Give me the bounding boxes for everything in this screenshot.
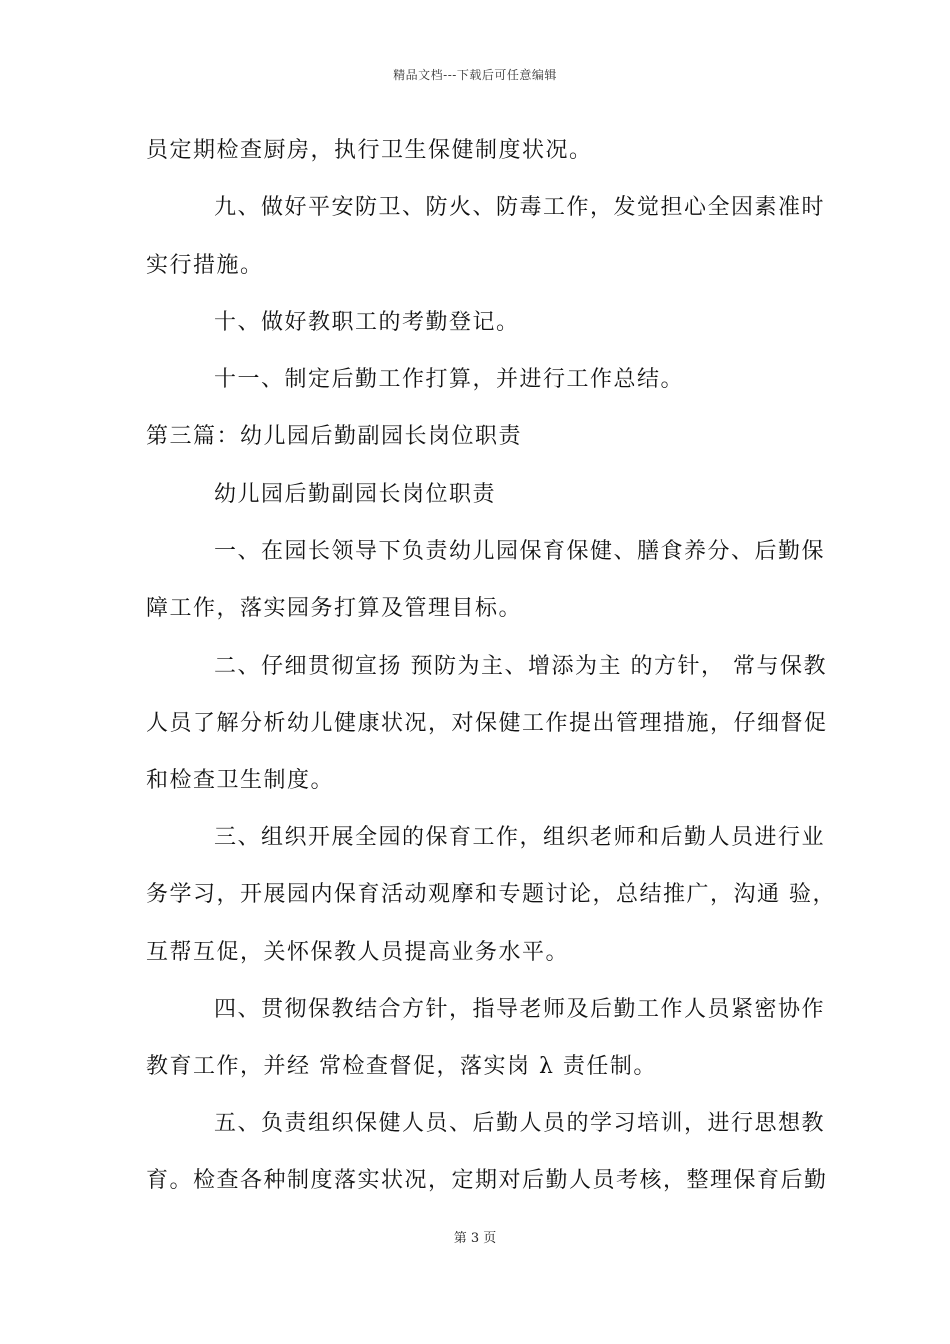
body-line: 实行措施。 [146, 253, 264, 278]
body-line: 一、在园长领导下负责幼儿园保育保健、膳食养分、后勤保 [214, 539, 826, 564]
body-line: 五、负责组织保健人员、后勤人员的学习培训，进行思想教 [214, 1111, 826, 1136]
body-line: 和检查卫生制度。 [146, 768, 335, 793]
body-line: 二、仔细贯彻宣扬 预防为主、增添为主 的方针， 常与保教 [214, 654, 827, 679]
page-number: 第 3 页 [453, 1231, 497, 1246]
page-header: 精品文档---下载后可任意编辑 [393, 68, 557, 82]
body-line: 四、贯彻保教结合方针，指导老师及后勤工作人员紧密协作 [214, 997, 826, 1022]
body-line: 三、组织开展全园的保育工作，组织老师和后勤人员进行业 [214, 825, 826, 850]
body-line: 教育工作，并经 常检查督促，落实岗 λ 责任制。 [146, 1054, 657, 1079]
section-title: 第三篇：幼儿园后勤副园长岗位职责 [146, 424, 523, 449]
body-line: 员定期检查厨房，执行卫生保健制度状况。 [146, 138, 593, 163]
section-subtitle: 幼儿园后勤副园长岗位职责 [214, 482, 497, 507]
body-line: 十、做好教职工的考勤登记。 [214, 310, 520, 335]
body-line: 育。检查各种制度落实状况，定期对后勤人员考核，整理保育后勤 [146, 1168, 828, 1193]
body-line: 障工作，落实园务打算及管理目标。 [146, 596, 523, 621]
body-line: 九、做好平安防卫、防火、防毒工作，发觉担心全因素准时 [214, 195, 826, 220]
body-line: 务学习，开展园内保育活动观摩和专题讨论，总结推广，沟通 验， [146, 882, 836, 907]
body-line: 十一、制定后勤工作打算，并进行工作总结。 [214, 367, 685, 392]
body-line: 互帮互促，关怀保教人员提高业务水平。 [146, 940, 570, 965]
body-line: 人员了解分析幼儿健康状况，对保健工作提出管理措施，仔细督促 [146, 711, 828, 736]
